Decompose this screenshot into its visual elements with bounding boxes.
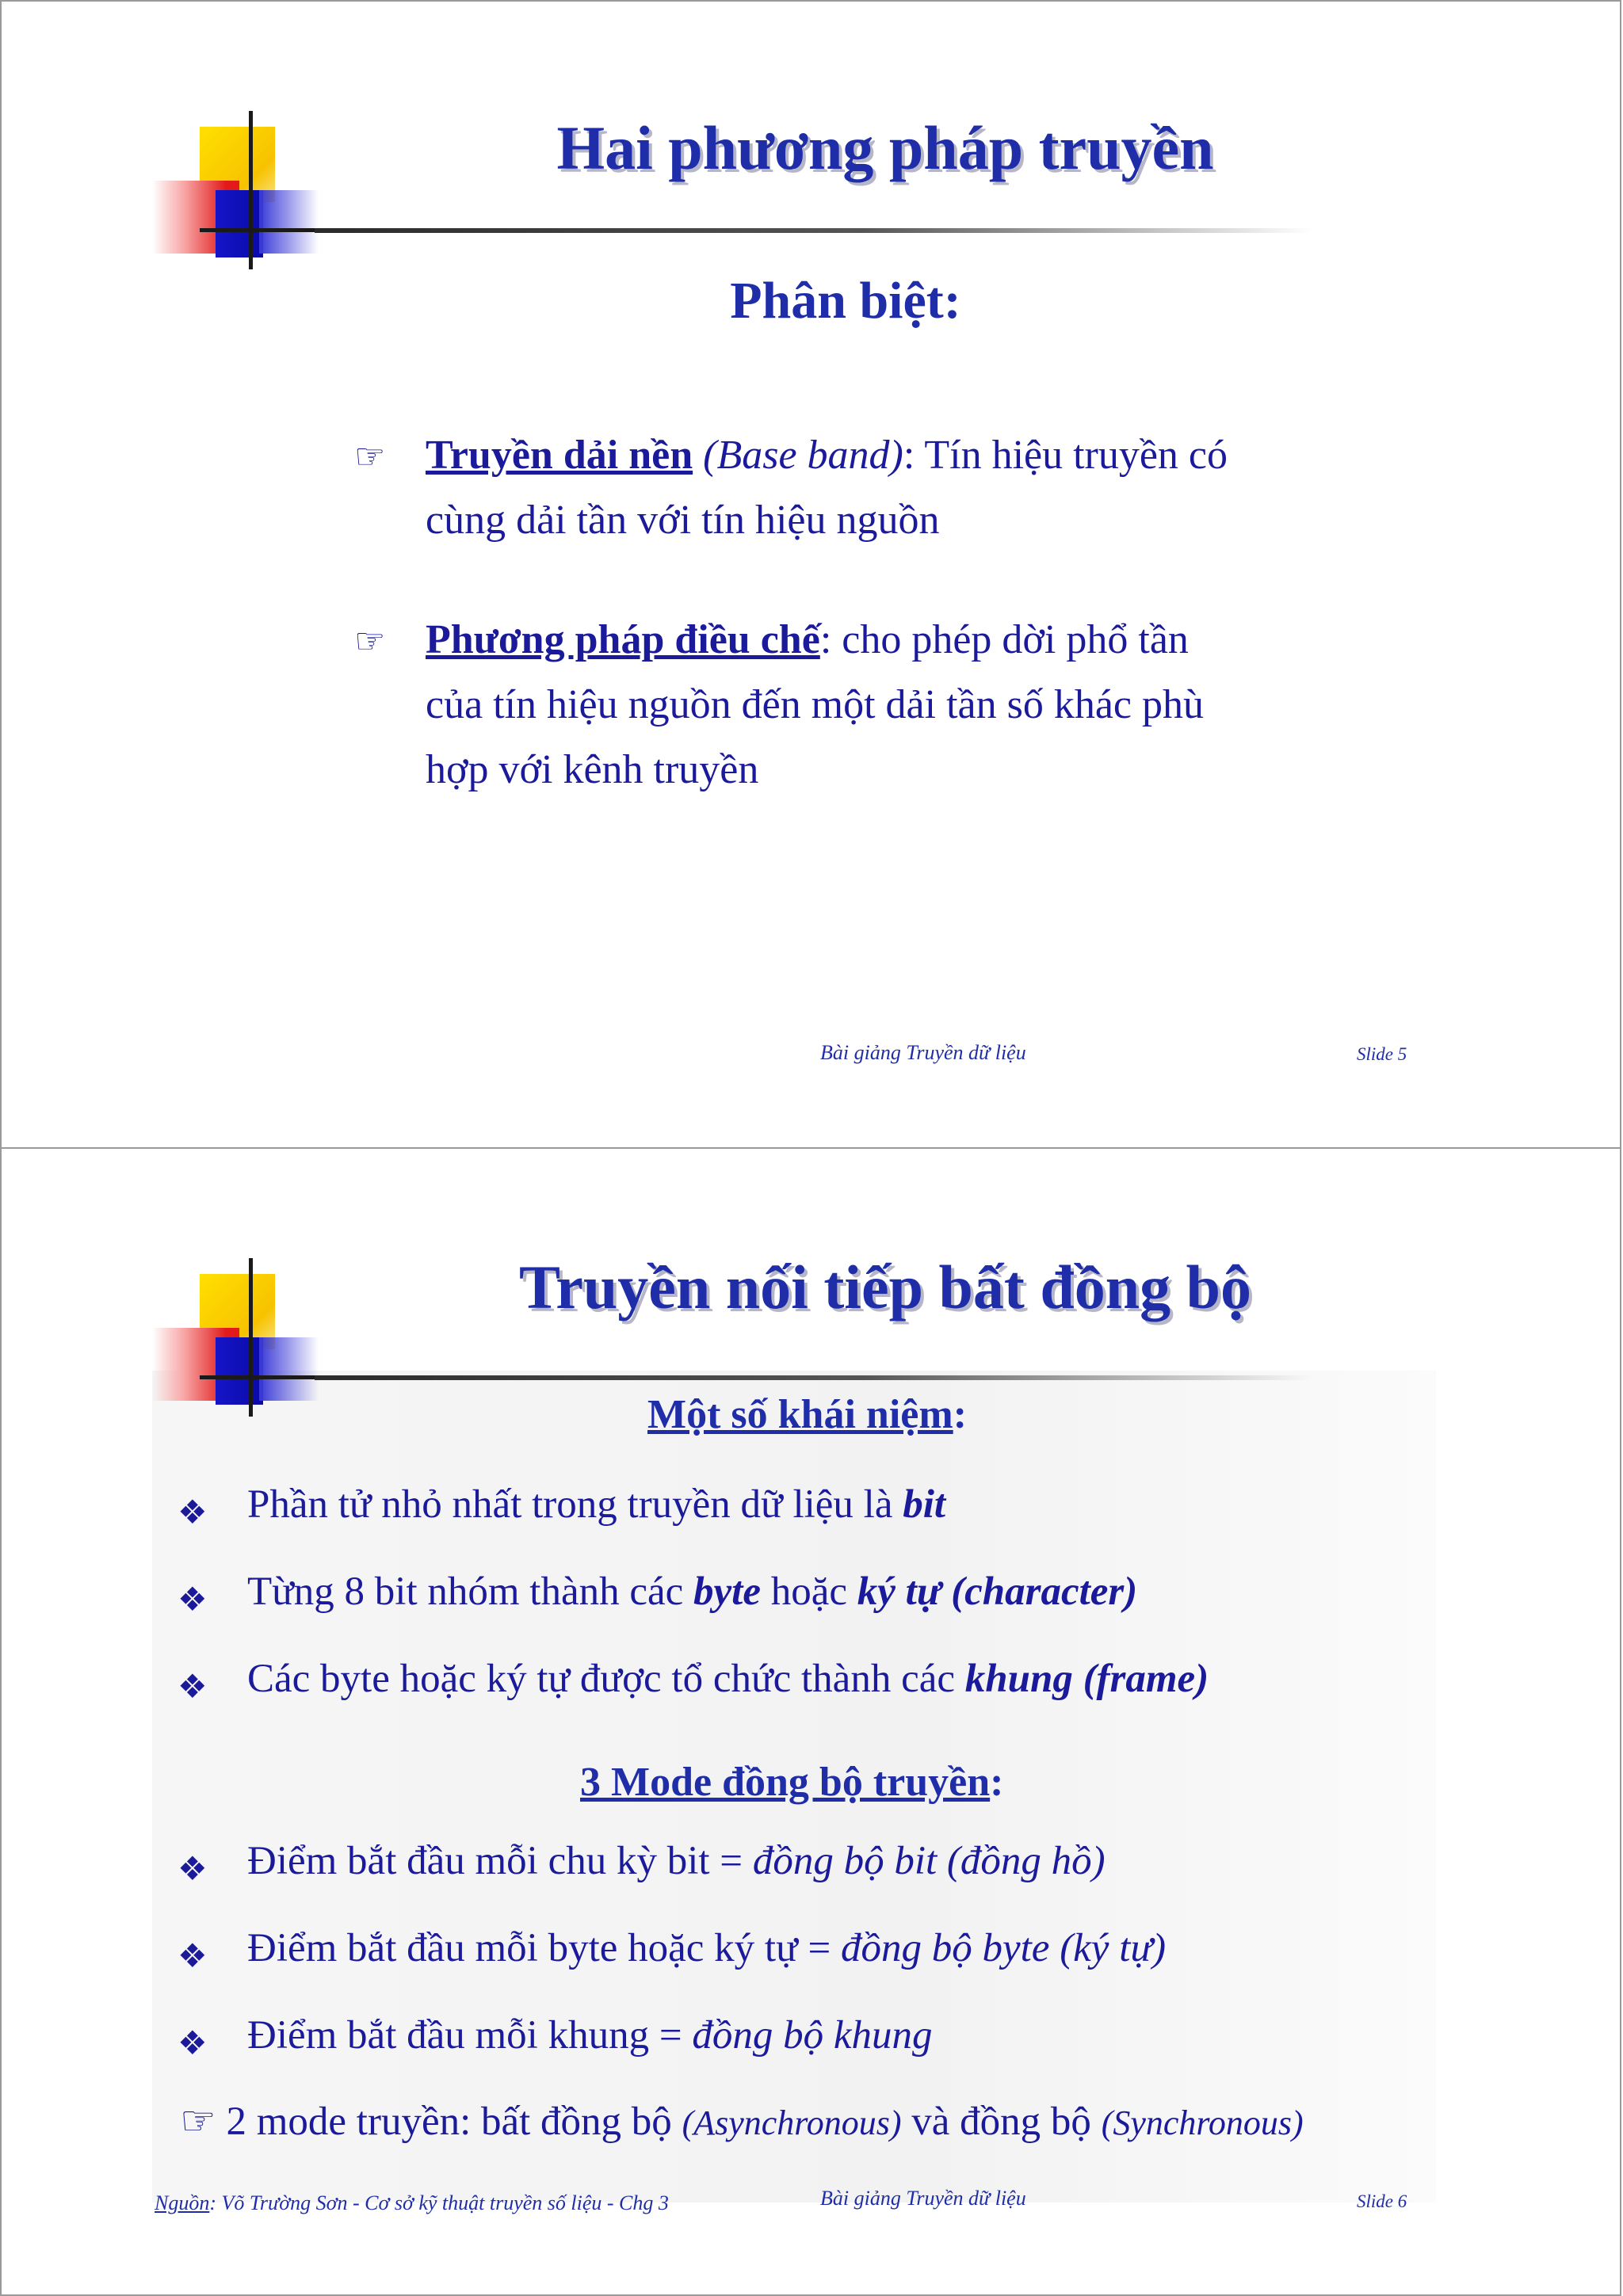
logo-horizontal-line: [200, 228, 319, 232]
bullet-item: ❖ Điểm bắt đầu mỗi byte hoặc ký tự = đồng bộ byte (ký tự): [178, 1926, 1167, 1975]
bullet-item: ❖ Điểm bắt đầu mỗi khung = đồng bộ khung: [178, 2013, 933, 2062]
footer-source: Nguồn: Võ Trường Sơn - Cơ sở kỹ thuật truyền số liệu - Chg 3: [155, 2191, 669, 2214]
bullet-item: ❖ Điểm bắt đầu mỗi chu kỳ bit = đồng bộ bit (đồng hồ): [178, 1839, 1106, 1888]
logo-vertical-line: [249, 111, 253, 269]
title-rule: [315, 1375, 1313, 1380]
heading-concepts: Một số khái niệm:: [647, 1392, 968, 1437]
diamond-bullet-icon: ❖: [178, 1582, 208, 1619]
decorative-logo: [152, 1258, 327, 1417]
footer-course: Bài giảng Truyền dữ liệu: [820, 1041, 1026, 1064]
logo-blue-square: [216, 1337, 263, 1405]
pointing-hand-icon: ☞: [180, 2100, 216, 2144]
decorative-logo: [152, 111, 327, 269]
pointing-hand-icon: ☞: [354, 437, 386, 476]
diamond-bullet-icon: ❖: [178, 1495, 208, 1531]
diamond-bullet-icon: ❖: [178, 1939, 208, 1975]
term-modulation: Phương pháp điều chế: [426, 617, 820, 662]
logo-blue-square: [216, 190, 263, 257]
logo-blue-fade: [259, 190, 319, 254]
point-baseband: ☞ Truyền dải nền (Base band): Tín hiệu truyền có cùng dải tần với tín hiệu nguồn: [426, 423, 1416, 553]
slide-title: Truyền nối tiếp bất đồng bộ: [519, 1253, 1251, 1322]
slide-title: Hai phương pháp truyền: [556, 113, 1214, 182]
logo-vertical-line: [249, 1258, 253, 1417]
pointing-hand-icon: ☞: [354, 622, 386, 661]
logo-horizontal-line: [200, 1375, 319, 1379]
diamond-bullet-icon: ❖: [178, 1669, 208, 1706]
mode-line: ☞ 2 mode truyền: bất đồng bộ (Asynchronous) và đồng bộ (Synchronous): [180, 2100, 1304, 2144]
footer-slide-number: Slide 5: [1357, 1044, 1407, 1064]
logo-blue-fade: [259, 1337, 319, 1401]
slide-6: [0, 1147, 1621, 2296]
slide-subtitle: Phân biệt:: [730, 272, 961, 330]
diamond-bullet-icon: ❖: [178, 2026, 208, 2062]
slide-5: [0, 0, 1621, 1149]
point-modulation: ☞ Phương pháp điều chế: cho phép dời phổ tần của tín hiệu nguồn đến một dải tần số khác phù hợp với kênh truyền: [426, 608, 1416, 803]
title-rule: [315, 228, 1313, 233]
bullet-item: ❖ Phần tử nhỏ nhất trong truyền dữ liệu là bit: [178, 1482, 946, 1531]
heading-sync-modes: 3 Mode đồng bộ truyền:: [580, 1760, 1004, 1805]
footer-slide-number: Slide 6: [1357, 2191, 1407, 2211]
footer-course: Bài giảng Truyền dữ liệu: [820, 2187, 1026, 2210]
term-baseband: Truyền dải nền: [426, 433, 693, 478]
bullet-item: ❖ Từng 8 bit nhóm thành các byte hoặc ký tự (character): [178, 1569, 1138, 1619]
diamond-bullet-icon: ❖: [178, 1852, 208, 1888]
bullet-item: ❖ Các byte hoặc ký tự được tổ chức thành các khung (frame): [178, 1657, 1209, 1706]
